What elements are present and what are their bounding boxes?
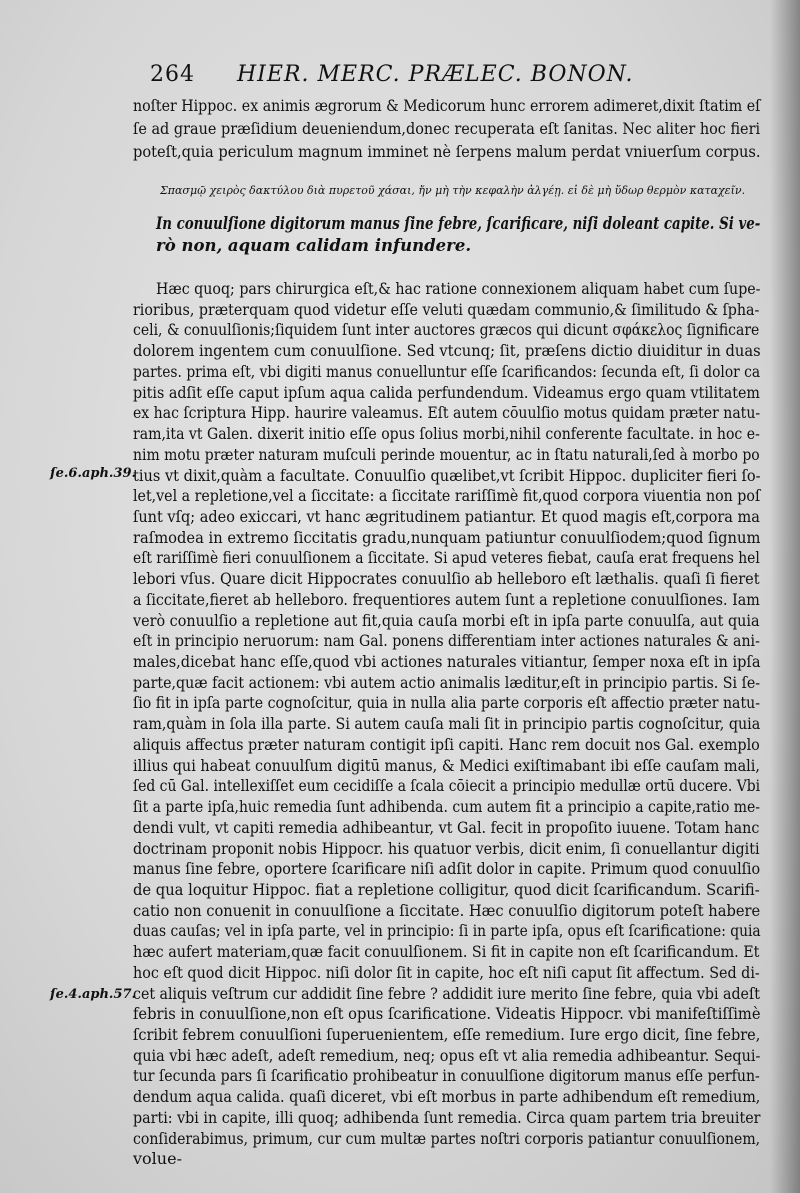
text-line: noſter Hippoc. ex animis ægrorum & Medicorum hunc errorem adimeret,dixit ſtatim eſ [133, 96, 761, 115]
text-line: ram,ita vt Galen. dixerit initio eſſe opus ſolius morbi,nihil conferente facultate. in hoc e- [133, 424, 760, 443]
page-header [150, 62, 690, 87]
text-line: dendi vult, vt capiti remedia adhibeantur, vt Gal. fecit in propoſito iuuene. Totam hanc [133, 817, 760, 837]
text-line: a ſiccitate,fieret ab helleboro. frequentiores autem ſunt a repletione conuulſiones. Iam [133, 589, 760, 609]
text-line: celi, & conuulſionis;ſiquidem ſunt inter auctores græcos qui dicunt σφάκελος ſignificare [133, 320, 760, 340]
page-number: 264 [150, 62, 195, 87]
margin-note: ſe.6.aph.39. [50, 466, 137, 481]
text-line: partes. prima eſt, vbi digiti manus conuelluntur eſſe ſcarificandos: ſecunda eſt, ſi dolor ca [133, 361, 761, 381]
text-line: verò conuulſio a repletione aut fit,quia cauſa morbi eſt in ipſa parte conuulſa, aut quia [133, 610, 760, 630]
text-line: nim motu prӕter naturam muſculi perinde mouentur, ac in ſtatu naturali,ſed à morbo po [133, 444, 760, 464]
text-line: aliquis affectus prӕter naturam contigit ipſi capiti. Hanc rem docuit nos Gal. exemplo [133, 734, 760, 754]
text-line: parti: vbi in capite, illi quoq; adhibenda ſunt remedia. Circa quam partem tria breuiter [133, 1107, 761, 1127]
text-line: poteſt,quia periculum magnum imminet nè ſerpens malum perdat vniuerſum corpus. [133, 142, 761, 161]
text-line: ſit a parte ipſa,huic remedia ſunt adhibenda. cum autem fit a principio a capite,ratio me- [133, 797, 760, 816]
running-head: HIER. MERC. PRÆLEC. BONON. [237, 62, 634, 87]
text-line: de qua loquitur Hippoc. fiat a repletione colligitur, quod dicit ſcarificandum. Scarifi- [133, 879, 760, 899]
text-line: hoc eſt quod dicit Hippoc. niſi dolor ſit in capite, hoc eſt niſi caput ſit affectum. Sed di- [133, 962, 760, 982]
text-line: cet aliquis veſtrum cur addidit ſine febre ? addidit iure merito ſine febre, quia vbi adeſt [133, 983, 760, 1003]
margin-note: ſe.4.aph.57. [50, 987, 137, 1002]
text-line: ſio fit in ipſa parte cognoſcitur, quia in nulla alia parte corporis eſt affectio prӕter natu- [133, 693, 760, 713]
text-line: raſmodea in extremo ſiccitatis gradu,nunquam patiuntur conuulſiodem;quod ſignum [133, 527, 761, 547]
text-line: parte,quæ facit actionem: vbi autem actio animalis læditur,eſt in principio partis. Si ſe- [133, 672, 761, 692]
latin-aphorism: In conuulſione digitorum manus ſine febre, ſcarificare, niſi doleant capite. Si ve- [156, 214, 761, 233]
text-line: pitis adſit eſſe caput ipſum aqua calida perfundendum. Videamus ergo quam vtilitatem [133, 382, 760, 402]
text-line: lebori vſus. Quare dicit Hippocrates conuulſio ab helleboro eſt læthalis. quaſi ſi fieret [133, 569, 760, 589]
text-line: ram,quàm in ſola illa parte. Si autem cauſa mali ſit in principio partis cognoſcitur, quia [133, 714, 761, 734]
text-line: tur ſecunda pars ſi ſcarificatio prohibeatur in conuulſione digitorum manus eſſe perfun- [133, 1066, 760, 1086]
text-line: hæc aufert materiam,quæ facit conuulſionem. Si fit in capite non eſt ſcarificandum. Et [133, 942, 760, 962]
text-line: let,vel a repletione,vel a ſiccitate: a ſiccitate rariſſimè fit,quod corpora viuentia non poſ [133, 486, 761, 506]
text-line: ſed cū Gal. intellexiſſet eum cecidiſſe a ſcala cōiecit a principio medullæ ortū ducere. Vbi [133, 776, 761, 796]
text-line: males,dicebat hanc eſſe,quod vbi actiones naturales vitiantur, ſemper noxa eſt in ipſa [133, 652, 761, 671]
text-line: dolorem ingentem cum conuulſione. Sed vtcunq; ſit, præſens dictio diuiditur in duas [133, 341, 761, 361]
text-line: ſunt vſq; adeo exiccari, vt hanc ægritudinem patiantur. Et quod magis eſt,corpora ma [133, 506, 760, 526]
greek-aphorism: Σπασμῷ χειρὸς δακτύλου διὰ πυρετοῦ χάσαι, ἤν μὴ τὴν κεφαλὴν ἀλγέῃ. εἰ δὲ μὴ ὕδωρ θερμὸν καταχεῖν. [160, 184, 746, 197]
text-line: dendum aqua calida. quaſi diceret, vbi eſt morbus in parte adhibendum eſt remedium, [133, 1087, 761, 1107]
text-line: ex hac ſcriptura Hipp. haurire valeamus. Eſt autem cōuulſio motus quidam prӕter natu- [133, 403, 761, 423]
text-line: volue- [133, 1149, 182, 1169]
text-line: eſt in principio neruorum: nam Gal. ponens differentiam inter actiones naturales & ani- [133, 631, 760, 651]
text-line: quia vbi hæc adeſt, adeſt remedium, neq; opus eſt vt alia remedia adhibeantur. Sequi- [133, 1045, 761, 1065]
text-line: conſiderabimus, primum, cur cum multæ partes noſtri corporis patiantur conuulſionem, [133, 1128, 761, 1148]
text-line: ſe ad graue præſidium deueniendum,donec recuperata eſt ſanitas. Nec aliter hoc fieri [133, 119, 761, 138]
text-line: duas cauſas; vel in ipſa parte, vel in principio: ſi in parte ipſa, opus eſt ſcarificatione: quia [133, 921, 761, 941]
text-line: eſt rariſſimè fieri conuulſionem a ſiccitate. Si apud veteres fiebat, cauſa erat frequens hel [133, 548, 760, 568]
text-line: manus ſine febre, oportere ſcarificare niſi adſit dolor in capite. Primum quod conuulſio [133, 859, 761, 879]
text-line: febris in conuulſione,non eſt opus ſcarificatione. Videatis Hippocr. vbi manifeſtiſſimè [133, 1004, 761, 1024]
text-line: doctrinam proponit nobis Hippocr. his quatuor verbis, dicit enim, ſi conuellantur digiti [133, 838, 760, 858]
text-line: rioribus, præterquam quod videtur eſſe veluti quædam communio,& ſimilitudo & ſpha- [133, 299, 760, 319]
text-line: catio non conuenit in conuulſione a ſiccitate. Hæc conuulſio digitorum poteſt habere [133, 900, 761, 920]
text-line: tius vt dixit,quàm a facultate. Conuulſio quælibet,vt ſcribit Hippoc. dupliciter fieri ſo- [133, 465, 761, 485]
text-line: illius qui habeat conuulſum digitū manus, & Medici exiſtimabant ibi eſſe cauſam mali, [133, 755, 760, 775]
text-line: Hæc quoq; pars chirurgica eſt,& hac ratione connexionem aliquam habet cum ſupe- [156, 279, 761, 298]
text-line: ſcribit febrem conuulſioni ſuperuenientem, eſſe remedium. Iure ergo dicit, ſine febre, [133, 1025, 761, 1044]
latin-aphorism: rò non, aquam calidam infundere. [156, 236, 472, 255]
